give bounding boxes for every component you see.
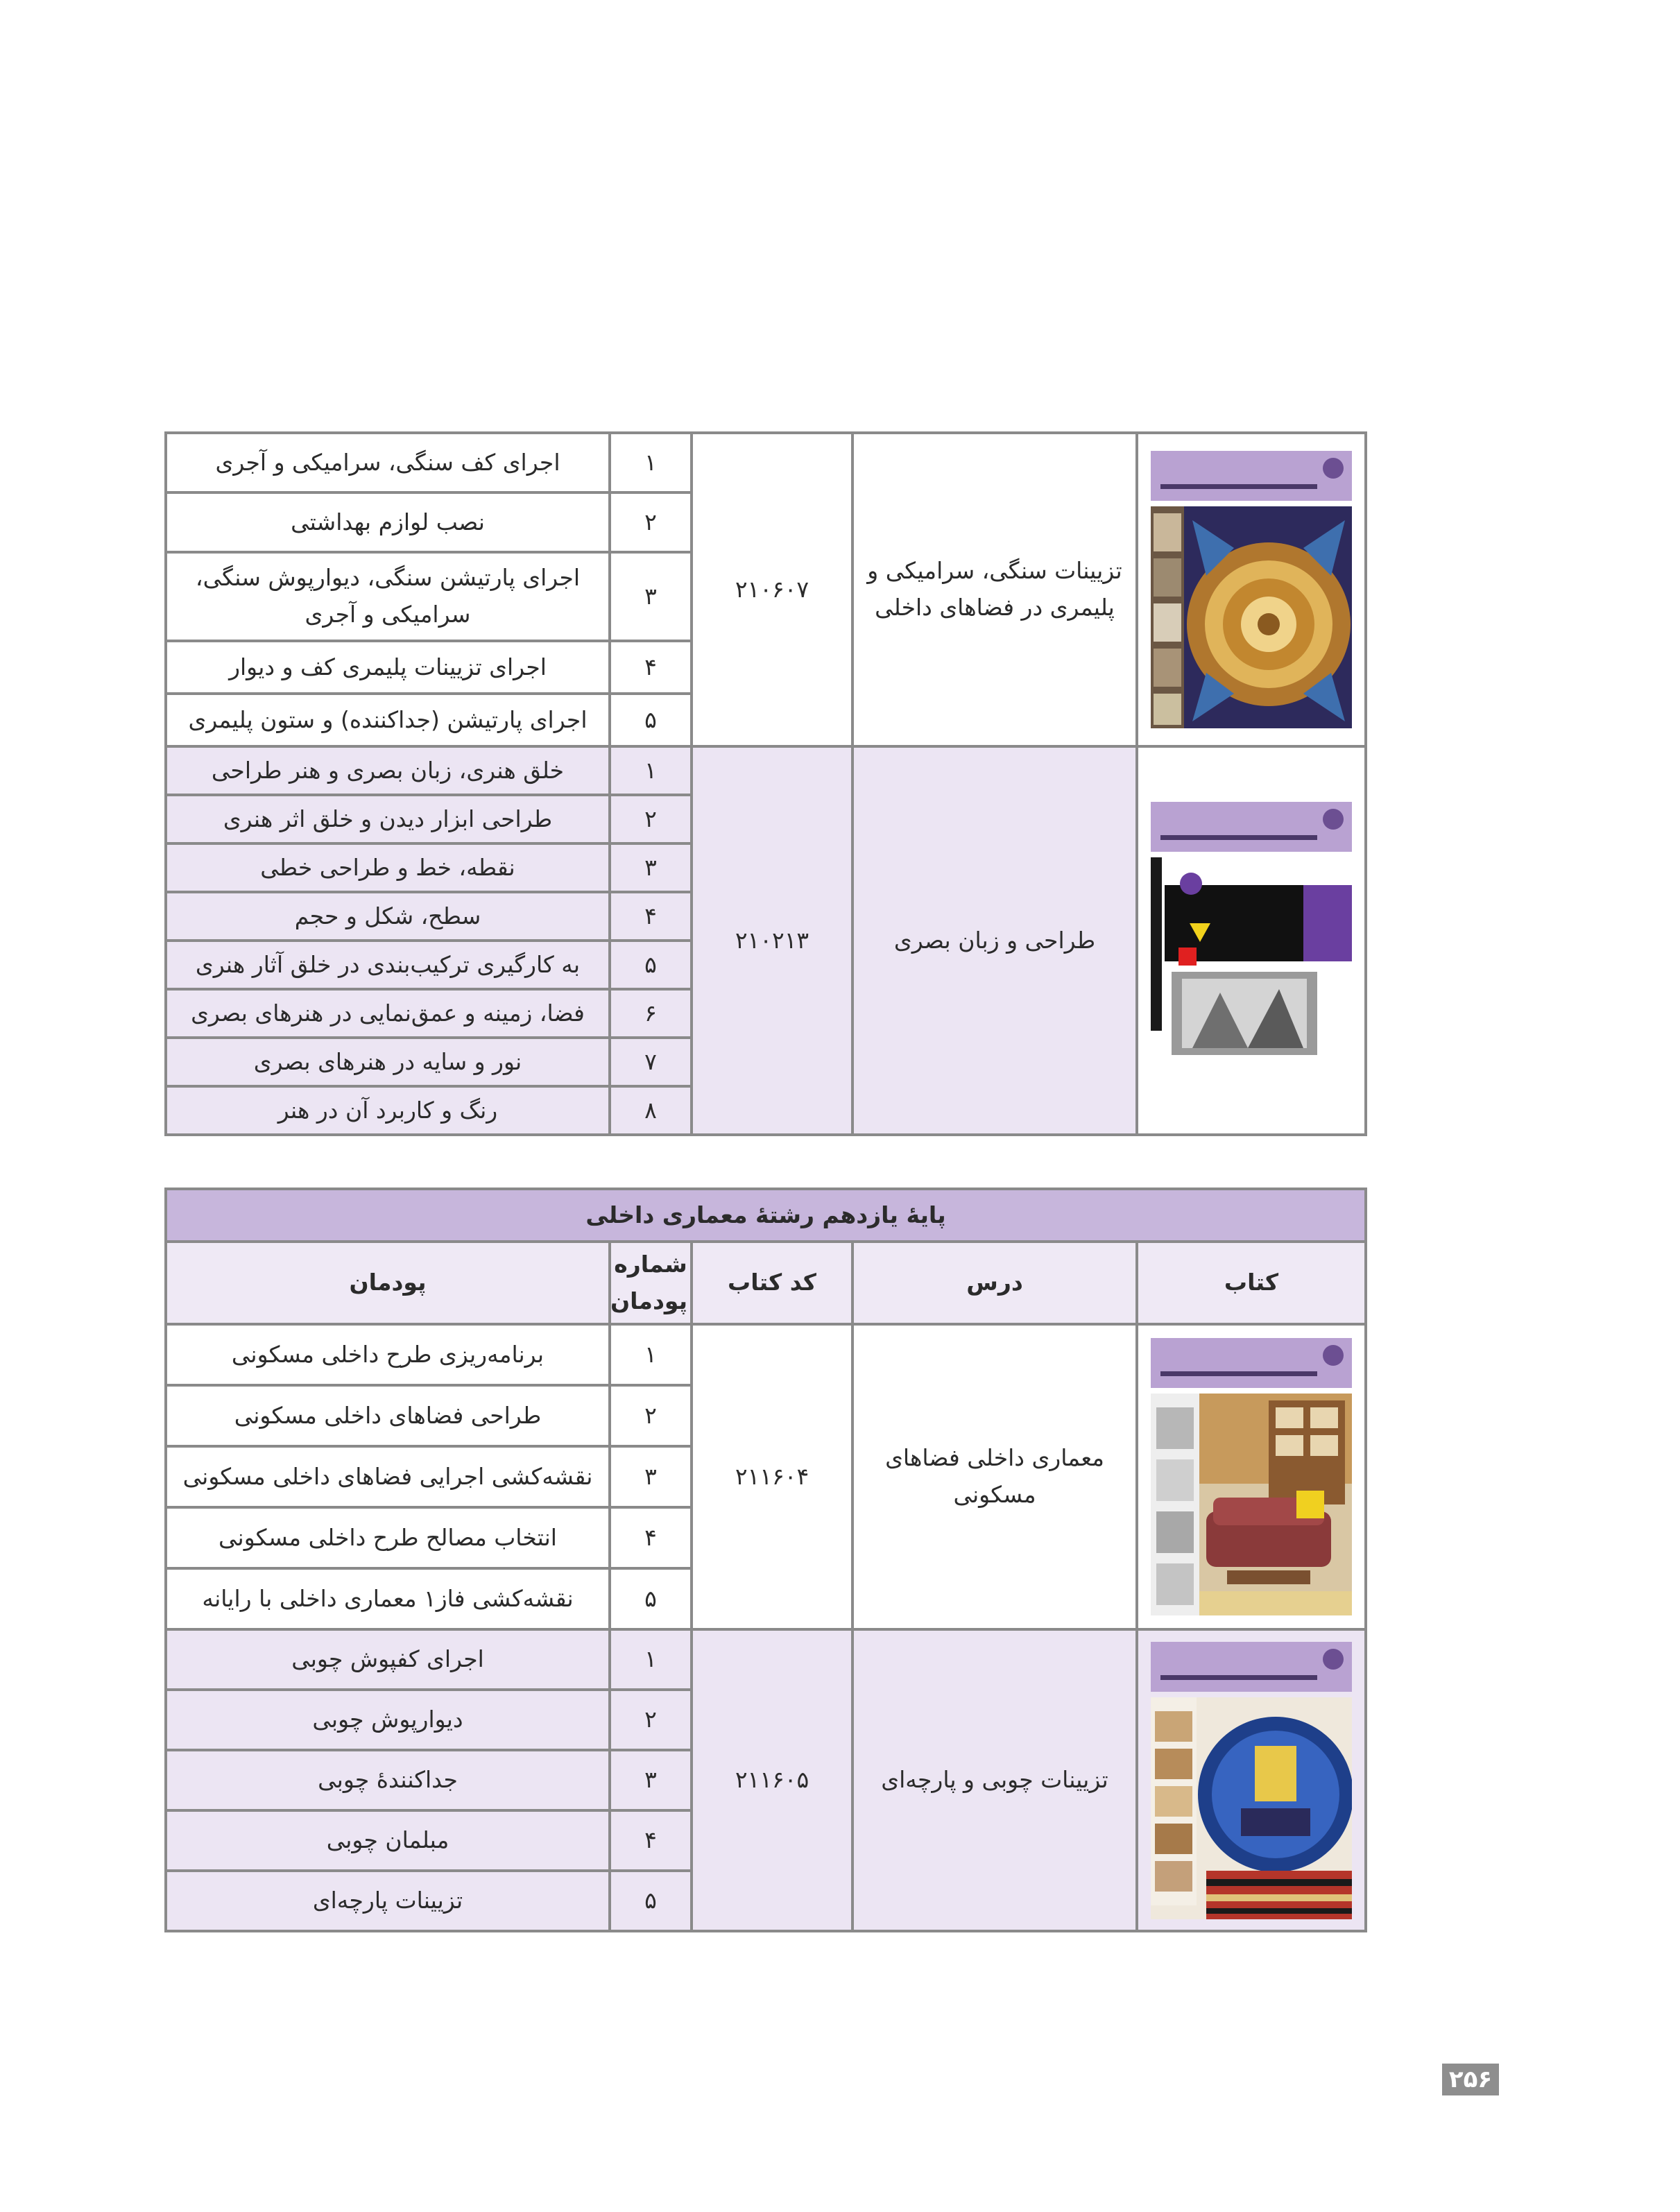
module-title: نور و سایه در هنرهای بصری xyxy=(166,1038,610,1086)
curriculum-table-2 xyxy=(164,1188,1367,1932)
module-title: اجرای پارتیشن (جداکننده) و ستون پلیمری xyxy=(166,694,610,746)
module-number: ۶ xyxy=(610,989,692,1038)
module-number: ۱ xyxy=(610,1629,692,1690)
module-number: ۵ xyxy=(610,1871,692,1931)
module-number: ۵ xyxy=(610,694,692,746)
module-title: تزیینات پارچه‌ای xyxy=(166,1871,610,1931)
module-number: ۳ xyxy=(610,843,692,892)
module-number: ۱ xyxy=(610,1324,692,1385)
module-title: سطح، شکل و حجم xyxy=(166,892,610,941)
book-cover-cell xyxy=(1137,433,1366,746)
publisher-logo-icon xyxy=(1323,1345,1344,1366)
module-title: طراحی ابزار دیدن و خلق اثر هنری xyxy=(166,795,610,843)
module-title: طراحی فضاهای داخلی مسکونی xyxy=(166,1385,610,1446)
module-number: ۴ xyxy=(610,1810,692,1871)
book-code: ۲۱۰۲۱۳ xyxy=(692,746,852,1135)
module-number: ۲ xyxy=(610,795,692,843)
header-book-code: کد کتاب xyxy=(692,1242,852,1324)
module-title: خلق هنری، زبان بصری و هنر طراحی xyxy=(166,746,610,795)
module-title: اجرای پارتیشن سنگی، دیوارپوش سنگی، سرامیکی و آجری xyxy=(166,552,610,641)
course-name: تزیینات سنگی، سرامیکی و پلیمری در فضاهای داخلی xyxy=(852,433,1137,746)
book-cover-visual-language xyxy=(1151,802,1352,1079)
module-number: ۳ xyxy=(610,1446,692,1507)
book-code: ۲۱۱۶۰۴ xyxy=(692,1324,852,1629)
module-title: نقشه‌کشی اجرایی فضاهای داخلی مسکونی xyxy=(166,1446,610,1507)
module-title: اجرای تزیینات پلیمری کف و دیوار xyxy=(166,641,610,694)
module-number: ۳ xyxy=(610,552,692,641)
module-number: ۱ xyxy=(610,746,692,795)
module-number: ۱ xyxy=(610,433,692,492)
book-cover-wood-fabric xyxy=(1151,1642,1352,1919)
table-caption: پایۀ یازدهم رشتۀ معماری داخلی xyxy=(166,1189,1366,1242)
module-title: جداکنندۀ چوبی xyxy=(166,1750,610,1810)
course-name: طراحی و زبان بصری xyxy=(852,746,1137,1135)
book-code: ۲۱۰۶۰۷ xyxy=(692,433,852,746)
module-number: ۲ xyxy=(610,1690,692,1750)
table-row xyxy=(166,433,1366,492)
header-module-number: شماره پودمان xyxy=(610,1242,692,1324)
mosaic-dome-image xyxy=(1151,506,1352,728)
module-title: برنامه‌ریزی طرح داخلی مسکونی xyxy=(166,1324,610,1385)
book-cover-cell xyxy=(1137,746,1366,1135)
curriculum-table-1 xyxy=(164,431,1367,1136)
book-cover-stone-ceramic xyxy=(1151,451,1352,728)
table-row xyxy=(166,1629,1366,1690)
publisher-logo-icon xyxy=(1323,809,1344,830)
course-name: معماری داخلی فضاهای مسکونی xyxy=(852,1324,1137,1629)
module-number: ۴ xyxy=(610,641,692,694)
module-title: مبلمان چوبی xyxy=(166,1810,610,1871)
course-name: تزیینات چوبی و پارچه‌ای xyxy=(852,1629,1137,1931)
page-number: ۲۵۶ xyxy=(1442,2064,1499,2095)
module-number: ۷ xyxy=(610,1038,692,1086)
book-cover-cell xyxy=(1137,1324,1366,1629)
module-title: اجرای کفپوش چوبی xyxy=(166,1629,610,1690)
module-title: نصب لوازم بهداشتی xyxy=(166,492,610,552)
module-number: ۸ xyxy=(610,1086,692,1135)
header-course: درس xyxy=(852,1242,1137,1324)
header-module: پودمان xyxy=(166,1242,610,1324)
module-title: دیوارپوش چوبی xyxy=(166,1690,610,1750)
module-number: ۵ xyxy=(610,941,692,989)
module-title: اجرای کف سنگی، سرامیکی و آجری xyxy=(166,433,610,492)
module-title: رنگ و کاربرد آن در هنر xyxy=(166,1086,610,1135)
module-number: ۲ xyxy=(610,1385,692,1446)
module-title: نقشه‌کشی فاز۱ معماری داخلی با رایانه xyxy=(166,1568,610,1629)
visual-design-cover-image xyxy=(1151,857,1352,1079)
module-number: ۳ xyxy=(610,1750,692,1810)
publisher-logo-icon xyxy=(1323,458,1344,479)
module-title: فضا، زمینه و عمق‌نمایی در هنرهای بصری xyxy=(166,989,610,1038)
book-code: ۲۱۱۶۰۵ xyxy=(692,1629,852,1931)
book-cover-residential-interior xyxy=(1151,1338,1352,1615)
module-title: به کارگیری ترکیب‌بندی در خلق آثار هنری xyxy=(166,941,610,989)
module-number: ۲ xyxy=(610,492,692,552)
module-number: ۴ xyxy=(610,892,692,941)
living-room-image xyxy=(1151,1394,1352,1615)
module-title: انتخاب مصالح طرح داخلی مسکونی xyxy=(166,1507,610,1568)
table-row xyxy=(166,1324,1366,1385)
publisher-logo-icon xyxy=(1323,1649,1344,1670)
module-number: ۵ xyxy=(610,1568,692,1629)
header-book: کتاب xyxy=(1137,1242,1366,1324)
module-title: نقطه، خط و طراحی خطی xyxy=(166,843,610,892)
module-number: ۴ xyxy=(610,1507,692,1568)
book-cover-cell xyxy=(1137,1629,1366,1931)
wood-fabric-decor-image xyxy=(1151,1697,1352,1919)
table-row xyxy=(166,746,1366,795)
